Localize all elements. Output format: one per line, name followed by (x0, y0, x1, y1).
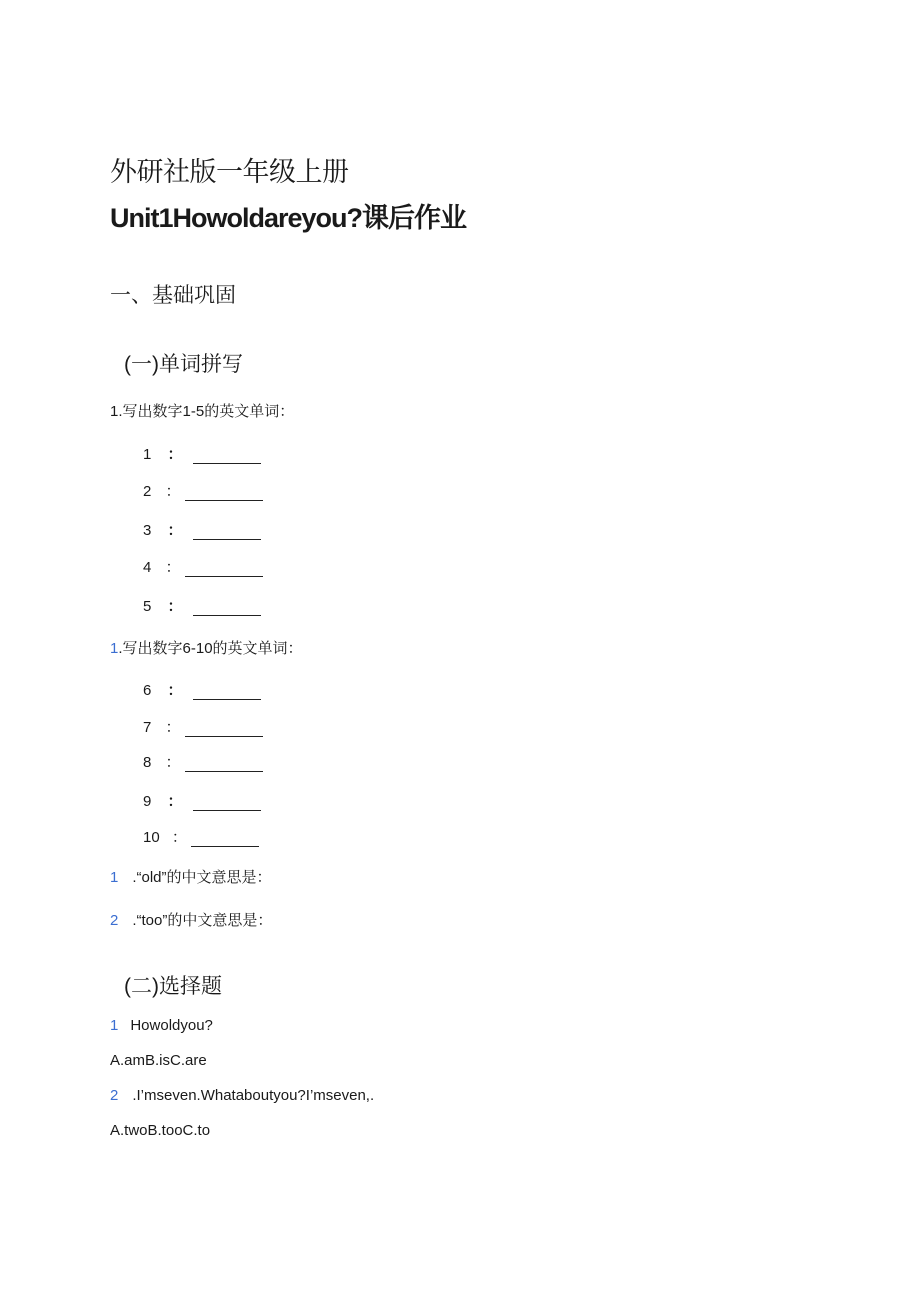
row-number: 6 (143, 682, 152, 699)
row-number: 9 (143, 793, 152, 810)
question-text: .“too”的中文意思是： (132, 912, 273, 929)
question-2 (110, 637, 303, 658)
section-heading-basics: 一、基础巩固 (110, 284, 236, 307)
row-colon: ： (167, 522, 183, 539)
question-number: 1 (110, 403, 119, 420)
answer-blank[interactable] (193, 796, 261, 811)
answer-row-1 (143, 443, 261, 464)
row-colon: ： (167, 446, 183, 463)
answer-blank[interactable] (193, 685, 261, 700)
answer-blank[interactable] (193, 525, 261, 540)
choice-options-2: A.twoB.tooC.to (110, 1122, 211, 1139)
row-number: 5 (143, 598, 152, 615)
question-4 (110, 909, 272, 930)
answer-row-8 (143, 751, 263, 772)
question-text: .写出数字1-5的英文单词： (118, 403, 295, 420)
question-number: 1 (110, 1017, 119, 1034)
row-colon: ： (165, 559, 181, 576)
row-number: 1 (143, 446, 152, 463)
answer-blank[interactable] (193, 601, 261, 616)
answer-row-2 (143, 480, 263, 501)
answer-blank[interactable] (185, 486, 263, 501)
row-colon: ： (165, 483, 181, 500)
answer-row-5 (143, 595, 261, 616)
answer-row-7 (143, 716, 263, 737)
row-colon: ： (167, 598, 183, 615)
row-number: 7 (143, 719, 152, 736)
answer-blank[interactable] (185, 757, 263, 772)
row-number: 3 (143, 522, 152, 539)
answer-row-9 (143, 790, 261, 811)
question-text: .“old”的中文意思是： (132, 869, 272, 886)
question-number: 1 (110, 640, 119, 657)
answer-blank[interactable] (185, 722, 263, 737)
choice-question-1 (110, 1017, 213, 1034)
answer-blank[interactable] (185, 562, 263, 577)
question-number: 1 (110, 869, 119, 886)
page-subtitle: Unit1Howoldareyou?课后作业 (110, 203, 467, 233)
answer-blank[interactable] (191, 832, 259, 847)
subsection-heading-choice: (二)选择题 (124, 975, 222, 998)
answer-row-4 (143, 556, 263, 577)
answer-row-6 (143, 679, 261, 700)
answer-row-3 (143, 519, 261, 540)
row-colon: ： (165, 719, 181, 736)
subsection-heading-spelling: (一)单词拼写 (124, 353, 243, 376)
page-title: 外研社版一年级上册 (110, 157, 349, 187)
question-1 (110, 400, 294, 421)
row-colon: ： (167, 682, 183, 699)
row-colon: ： (165, 754, 181, 771)
question-3 (110, 866, 272, 887)
answer-blank[interactable] (193, 449, 261, 464)
row-colon: ： (171, 829, 187, 846)
question-text: .I’mseven.Whataboutyou?I’mseven,. (132, 1087, 375, 1104)
question-number: 2 (110, 912, 119, 929)
choice-options-1: A.amB.isC.are (110, 1052, 207, 1069)
answer-row-10 (143, 826, 259, 847)
question-number: 2 (110, 1087, 119, 1104)
row-number: 2 (143, 483, 152, 500)
row-colon: ： (167, 793, 183, 810)
question-text: .写出数字6-10的英文单词： (118, 640, 303, 657)
question-text: Howoldyou? (130, 1017, 213, 1034)
row-number: 10 (143, 829, 160, 846)
choice-question-2 (110, 1087, 374, 1104)
row-number: 8 (143, 754, 152, 771)
row-number: 4 (143, 559, 152, 576)
